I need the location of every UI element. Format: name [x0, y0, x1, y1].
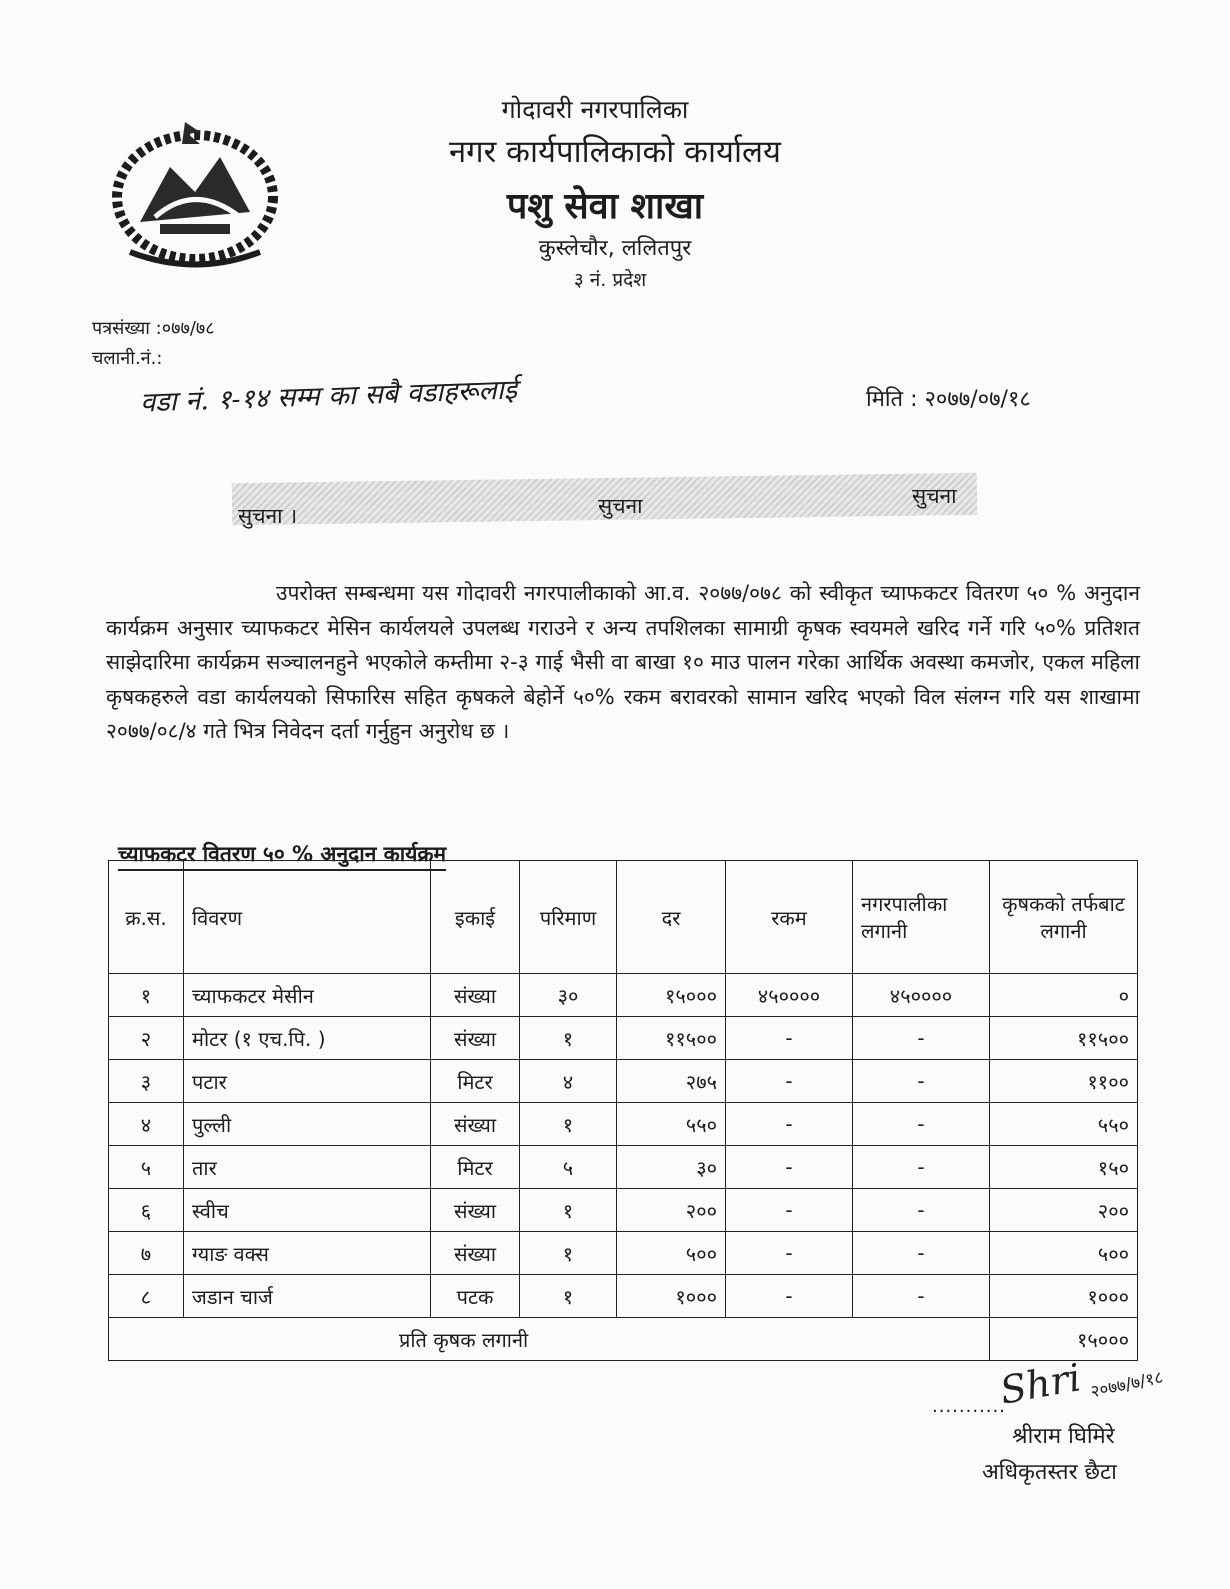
cell-amount: - — [726, 1060, 853, 1103]
header-description: विवरण — [184, 861, 431, 974]
cell-serial: ५ — [109, 1146, 184, 1189]
cell-serial: ६ — [109, 1189, 184, 1232]
table-row — [109, 1060, 1138, 1103]
cell-amount: - — [726, 1103, 853, 1146]
cell-amount: - — [726, 1275, 853, 1318]
office-address: कुस्लेचौर, ललितपुर — [538, 236, 692, 261]
cell-amount: - — [726, 1017, 853, 1060]
cell-farmer: ५०० — [990, 1232, 1138, 1275]
cell-farmer: २०० — [990, 1189, 1138, 1232]
cell-description: जडान चार्ज — [184, 1275, 431, 1318]
header-farmer-investment: कृषकको तर्फबाट लगानी — [990, 861, 1138, 974]
section-name: पशु सेवा शाखा — [506, 186, 704, 227]
cell-unit: मिटर — [431, 1060, 520, 1103]
signatory-name: श्रीराम घिमिरे — [1012, 1424, 1115, 1449]
cell-municipality: - — [853, 1275, 990, 1318]
cell-serial: १ — [109, 974, 184, 1017]
table-total-row — [109, 1318, 1138, 1361]
cell-municipality: - — [853, 1017, 990, 1060]
cell-amount: - — [726, 1189, 853, 1232]
cell-description: स्वीच — [184, 1189, 431, 1232]
cell-municipality: - — [853, 1189, 990, 1232]
notice-label-right: सुचना — [912, 484, 957, 508]
total-value: १५००० — [990, 1318, 1138, 1361]
cell-farmer: ० — [990, 974, 1138, 1017]
cell-quantity: १ — [520, 1232, 617, 1275]
cell-unit: संख्या — [431, 1103, 520, 1146]
signature-date: २०७७/७/१८ — [1089, 1367, 1165, 1403]
notice-label-left: सुचना । — [238, 504, 298, 528]
header-unit: इकाई — [431, 861, 520, 974]
cell-municipality: - — [853, 1103, 990, 1146]
cell-municipality: - — [853, 1146, 990, 1189]
handwritten-recipient: वडा नं. १-१४ सम्म का सबै वडाहरूलाई — [139, 374, 518, 419]
cell-farmer: १००० — [990, 1275, 1138, 1318]
table-row — [109, 1275, 1138, 1318]
cell-rate: १००० — [617, 1275, 726, 1318]
signatory-designation: अधिकृतस्तर छैटा — [982, 1460, 1117, 1485]
signature-line: ........... — [932, 1396, 1006, 1417]
cell-quantity: १ — [520, 1275, 617, 1318]
cell-description: च्याफकटर मेसीन — [184, 974, 431, 1017]
table-row — [109, 1146, 1138, 1189]
cell-rate: ५५० — [617, 1103, 726, 1146]
cell-serial: ३ — [109, 1060, 184, 1103]
municipality-name: गोदावरी नगरपालिका — [501, 95, 689, 124]
cell-farmer: ११५०० — [990, 1017, 1138, 1060]
table-row — [109, 1232, 1138, 1275]
cell-quantity: १ — [520, 1189, 617, 1232]
cell-rate: २०० — [617, 1189, 726, 1232]
cell-unit: मिटर — [431, 1146, 520, 1189]
cell-description: पटार — [184, 1060, 431, 1103]
total-label: प्रति कृषक लगानी — [109, 1318, 990, 1361]
province-name: ३ नं. प्रदेश — [573, 269, 647, 291]
table-header-row — [109, 861, 1138, 974]
letter-number: पत्रसंख्या :०७७/७८ — [92, 318, 215, 339]
cell-unit: संख्या — [431, 1189, 520, 1232]
header-municipality-investment: नगरपालीका लगानी — [853, 861, 990, 974]
notice-label-center: सुचना — [598, 494, 643, 518]
cell-rate: ३० — [617, 1146, 726, 1189]
cell-amount: - — [726, 1232, 853, 1275]
table-row — [109, 1189, 1138, 1232]
header-serial: क्र.स. — [109, 861, 184, 974]
cell-unit: संख्या — [431, 1017, 520, 1060]
cell-farmer: ११०० — [990, 1060, 1138, 1103]
cell-description: तार — [184, 1146, 431, 1189]
header-amount: रकम — [726, 861, 853, 974]
cell-municipality: ४५०००० — [853, 974, 990, 1017]
dispatch-number: चलानी.नं.: — [92, 348, 163, 369]
cell-serial: ७ — [109, 1232, 184, 1275]
cell-rate: ११५०० — [617, 1017, 726, 1060]
table-row — [109, 1017, 1138, 1060]
cell-municipality: - — [853, 1232, 990, 1275]
cell-rate: ५०० — [617, 1232, 726, 1275]
cell-quantity: ३० — [520, 974, 617, 1017]
cost-table — [108, 860, 1138, 1361]
cell-description: पुल्ली — [184, 1103, 431, 1146]
cell-farmer: ५५० — [990, 1103, 1138, 1146]
cell-quantity: १ — [520, 1103, 617, 1146]
cell-rate: २७५ — [617, 1060, 726, 1103]
office-name: नगर कार्यपालिकाको कार्यालय — [448, 134, 782, 170]
cell-amount: ४५०००० — [726, 974, 853, 1017]
cell-municipality: - — [853, 1060, 990, 1103]
cell-serial: ८ — [109, 1275, 184, 1318]
cell-quantity: ५ — [520, 1146, 617, 1189]
notice-body-paragraph: उपरोक्त सम्बन्धमा यस गोदावरी नगरपालीकाको आ.व. २०७७/०७८ को स्वीकृत च्याफकटर वितरण ५० % अनुदान कार्यक्रम अनुसार च्याफकटर मेसिन कार्यलयले उपलब्ध गराउने र अन्य तपशिलका सामाग्री कृषक स्वयमले खरिद गर्ने गरि ५०% प्रतिशत साझेदारिमा कार्यक्रम सञ्चालनहुने भएकोले कम्तीमा २-३ गाई भैसी वा बाखा १० माउ पालन गरेका आर्थिक अवस्था कमजोर, एकल महिला कृषकहरुले वडा कार्यलयको सिफारिस सहित कृषकले बेहोर्ने ५०% रकम बरावरको सामान खरिद भएको विल संलग्न गरि यस शाखामा २०७७/०८/४ गते भित्र निवेदन दर्ता गर्नुहुन अनुरोध छ । — [106, 581, 1140, 743]
header-quantity: परिमाण — [520, 861, 617, 974]
cell-rate: १५००० — [617, 974, 726, 1017]
letter-date: मिति : २०७७/०७/१८ — [866, 387, 1031, 412]
cell-description: ग्याङ वक्स — [184, 1232, 431, 1275]
cell-unit: संख्या — [431, 1232, 520, 1275]
cell-description: मोटर (१ एच.पि. ) — [184, 1017, 431, 1060]
cell-unit: पटक — [431, 1275, 520, 1318]
signature-scrawl: Shri — [996, 1355, 1085, 1413]
cell-amount: - — [726, 1146, 853, 1189]
government-emblem-icon — [100, 112, 290, 277]
table-row — [109, 974, 1138, 1017]
cell-serial: ४ — [109, 1103, 184, 1146]
cell-unit: संख्या — [431, 974, 520, 1017]
cell-serial: २ — [109, 1017, 184, 1060]
cell-farmer: १५० — [990, 1146, 1138, 1189]
table-caption: च्याफकटर वितरण ५० % अनुदान कार्यक्रम — [118, 840, 446, 871]
table-row — [109, 1103, 1138, 1146]
header-rate: दर — [617, 861, 726, 974]
cell-quantity: ४ — [520, 1060, 617, 1103]
cell-quantity: १ — [520, 1017, 617, 1060]
